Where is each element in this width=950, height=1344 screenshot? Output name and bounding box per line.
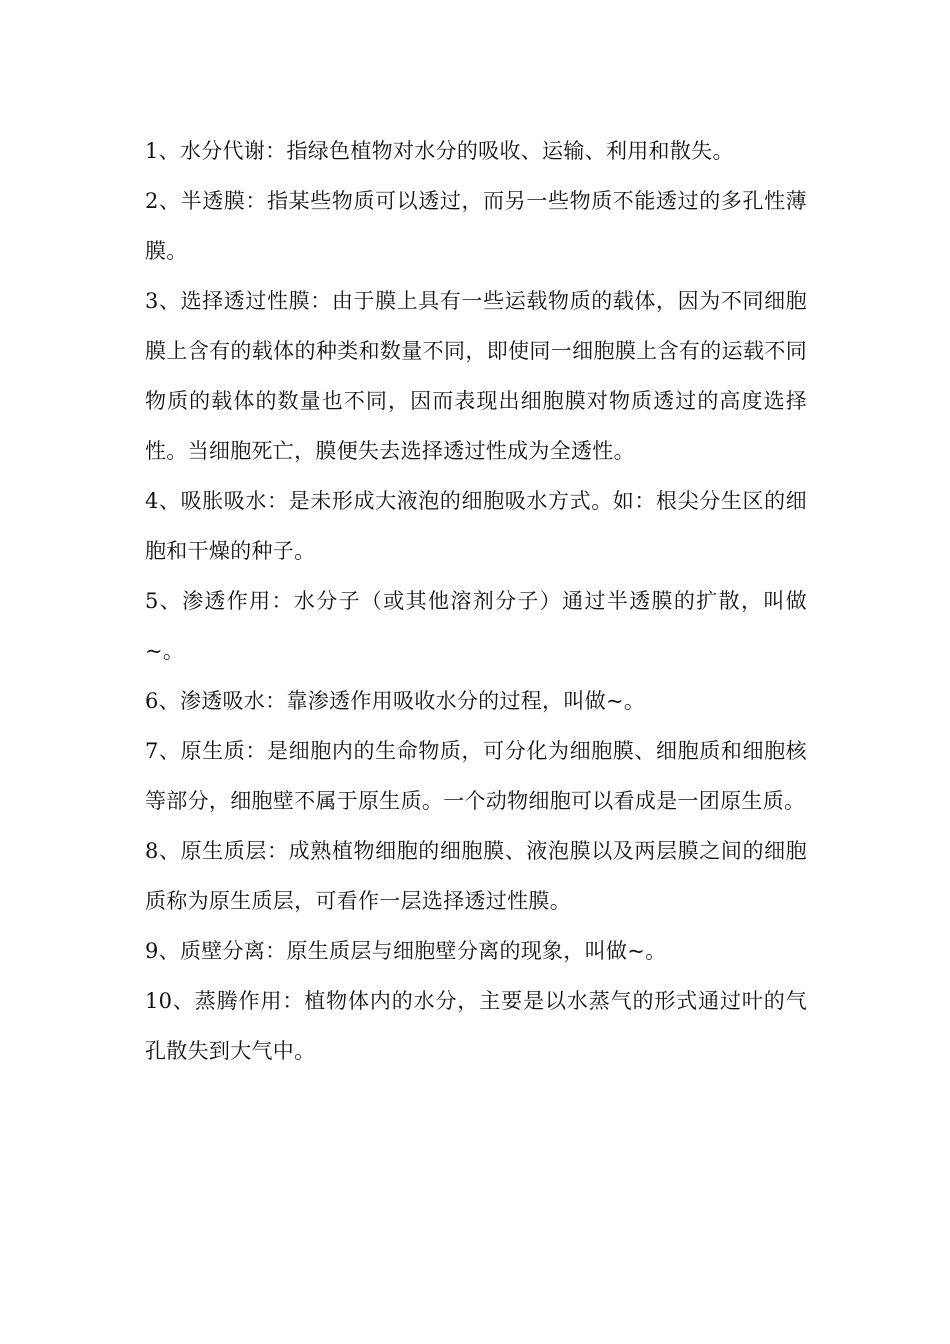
definition-entry-5: 5、渗透作用：水分子（或其他溶剂分子）通过半透膜的扩散，叫做~。 [145,589,807,663]
definition-entry-6: 6、渗透吸水：靠渗透作用吸收水分的过程，叫做~。 [145,689,646,713]
definition-entry-10: 10、蒸腾作用：植物体内的水分，主要是以水蒸气的形式通过叶的气孔散失到大气中。 [145,989,807,1063]
definition-entry-3: 3、选择透过性膜：由于膜上具有一些运载物质的载体，因为不同细胞膜上含有的载体的种类和数量不同，即使同一细胞膜上含有的运载不同物质的载体的数量也不同，因而表现出细胞膜对物质透过的高度选择性。当细胞死亡，膜便失去选择透过性成为全透性。 [145,289,807,463]
document-body [145,126,807,1076]
definition-entry-4: 4、吸胀吸水：是未形成大液泡的细胞吸水方式。如：根尖分生区的细胞和干燥的种子。 [145,489,807,563]
definition-entry-1: 1、水分代谢：指绿色植物对水分的吸收、运输、利用和散失。 [145,139,734,163]
definition-entry-8: 8、原生质层：成熟植物细胞的细胞膜、液泡膜以及两层膜之间的细胞质称为原生质层，可看作一层选择透过性膜。 [145,839,807,913]
definition-entry-9: 9、质壁分离：原生质层与细胞壁分离的现象，叫做~。 [145,939,667,963]
definition-entry-7: 7、原生质：是细胞内的生命物质，可分化为细胞膜、细胞质和细胞核等部分，细胞壁不属于原生质。一个动物细胞可以看成是一团原生质。 [145,739,807,813]
definition-entry-2: 2、半透膜：指某些物质可以透过，而另一些物质不能透过的多孔性薄膜。 [145,189,807,263]
